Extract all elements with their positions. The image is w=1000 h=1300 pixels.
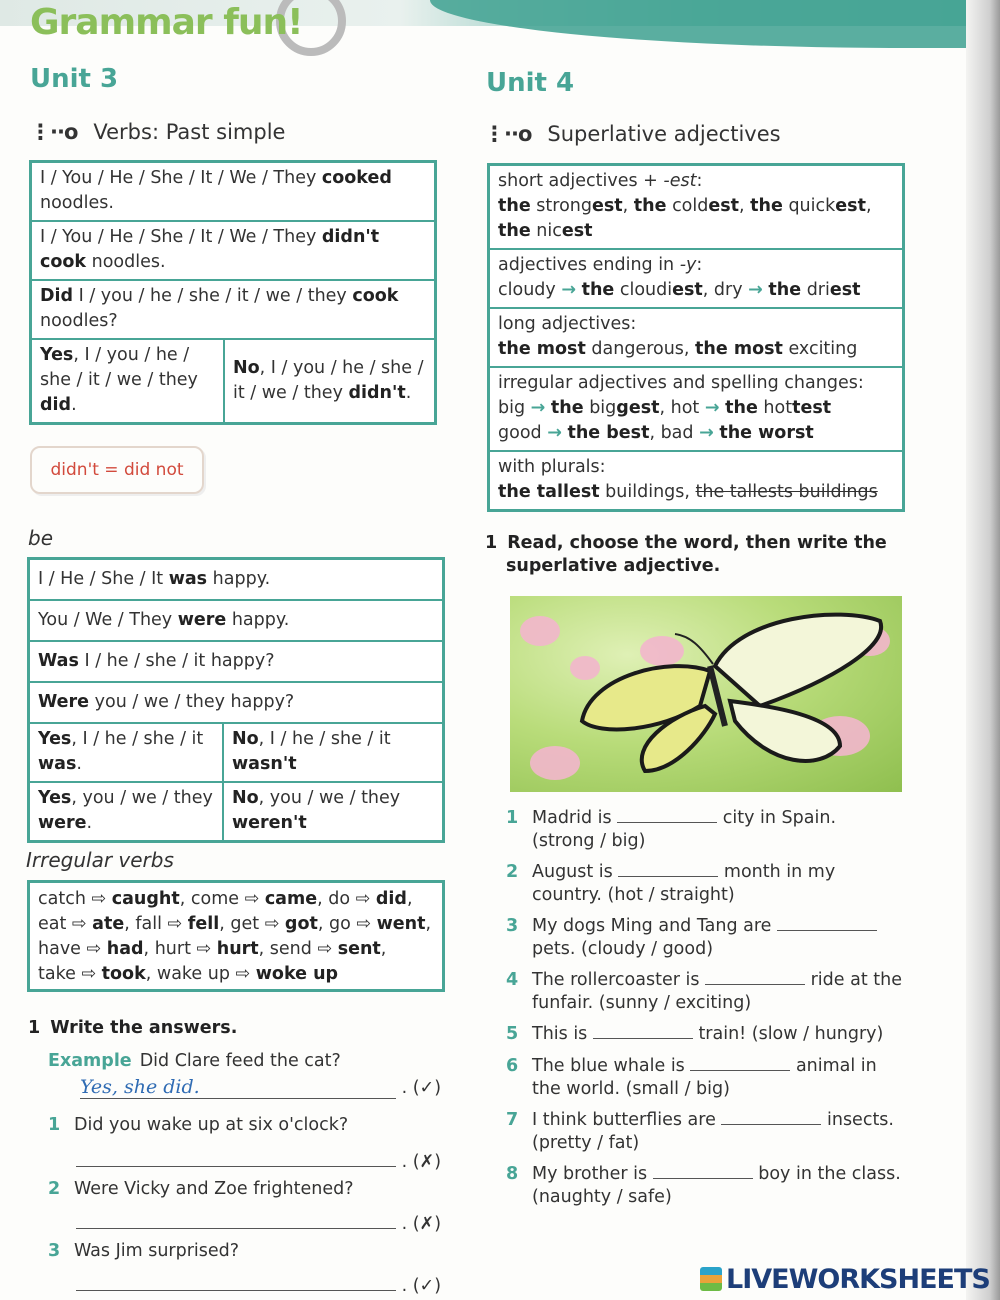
unit-3-heading: Unit 3 [30, 64, 119, 94]
table-row: long adjectives: the most dangerous, the most exciting [489, 308, 904, 367]
verb-base: catch [38, 889, 86, 909]
arrow-right-icon: ⇨ [350, 914, 377, 934]
answer-blank[interactable] [705, 968, 805, 985]
page-title: Grammar fun! [30, 2, 303, 43]
bullet-icon: ⋮··o [30, 120, 78, 144]
table-row: I / You / He / She / It / We / They didn't cook noodles. [31, 221, 436, 280]
arrow-right-icon: → [561, 280, 576, 300]
verb-base: take [38, 964, 76, 984]
exercise-item: 5 This is train! (slow / hungry) [506, 1024, 884, 1044]
verb-past: ate [92, 914, 125, 934]
superlatives-table [487, 163, 905, 512]
irregular-verbs-heading: Irregular verbs [26, 848, 174, 872]
arrow-right-icon: ⇨ [66, 914, 93, 934]
verb-past: went [376, 914, 426, 934]
arrow-right-icon: ⇨ [311, 939, 338, 959]
arrow-right-icon: ⇨ [259, 914, 285, 934]
table-cell-no: No, I / you / he / she / it / we / they didn't. [224, 339, 436, 424]
butterfly-icon [510, 596, 902, 792]
exercise-item: 7 I think butterflies are insects. (pretty / fat) [506, 1110, 894, 1153]
irregular-verbs-line: catch ⇨ caught, come ⇨ came, do ⇨ did, [38, 889, 413, 909]
answer-blank[interactable] [690, 1054, 790, 1071]
verb-past: got [284, 914, 318, 934]
arrow-right-icon: → [748, 280, 763, 300]
table-row: I / He / She / It was happy. [29, 559, 444, 601]
example-question: Example Did Clare feed the cat? [48, 1051, 341, 1071]
unit-4-heading: Unit 4 [486, 68, 575, 98]
verb-base: eat [38, 914, 67, 934]
table-cell-yes: Yes, I / you / he / she / it / we / they did. [31, 339, 225, 424]
table-row: Was I / he / she / it happy? [29, 641, 444, 682]
verb-base: have [38, 939, 81, 959]
contraction-note: didn't = did not [30, 446, 204, 494]
verb-base: send [269, 939, 312, 959]
section-superlatives: ⋮··o Superlative adjectives [484, 122, 781, 146]
table-row: Did I / you / he / she / it / we / they cook noodles? [31, 280, 436, 339]
answer-blank[interactable] [76, 1148, 396, 1167]
verb-past: came [264, 889, 318, 909]
irregular-verbs-box [27, 880, 445, 992]
past-simple-table [29, 160, 437, 425]
header-wave [430, 0, 1000, 48]
crossed-out-example: the tallests buildings [695, 482, 878, 502]
answer-blank[interactable] [617, 806, 717, 823]
table-cell-yes: Yes, you / we / they were. [29, 782, 224, 842]
verb-base: wake up [156, 964, 230, 984]
arrow-right-icon: ⇨ [350, 889, 376, 909]
verb-base: do [328, 889, 351, 909]
exercise-item: 1 Madrid is city in Spain. (strong / big) [506, 808, 837, 851]
verb-base: get [230, 914, 260, 934]
verb-past: did [375, 889, 407, 909]
answer-blank[interactable] [76, 1210, 396, 1229]
example-answer: Yes, she did. [80, 1076, 200, 1098]
section-past-simple: ⋮··o Verbs: Past simple [30, 120, 286, 144]
exercise-item: 2 August is month in my country. (hot / straight) [506, 862, 836, 905]
verb-base: come [190, 889, 240, 909]
answer-blank[interactable] [777, 914, 877, 931]
verb-past: hurt [216, 939, 259, 959]
table-row: adjectives ending in -y: cloudy → the cloudiest, dry → the driest [489, 249, 904, 308]
arrow-right-icon: ⇨ [85, 889, 112, 909]
arrow-right-icon: ⇨ [80, 939, 107, 959]
bullet-icon: ⋮··o [484, 122, 532, 146]
liveworksheets-logo-icon [700, 1267, 722, 1291]
table-row: You / We / They were happy. [29, 600, 444, 641]
page-edge-shadow [966, 0, 1000, 1300]
arrow-right-icon: ⇨ [75, 964, 102, 984]
verb-past: sent [337, 939, 381, 959]
be-heading: be [28, 526, 53, 550]
answer-blank[interactable] [653, 1162, 753, 1179]
answer-row [76, 1272, 441, 1296]
verb-base: go [328, 914, 351, 934]
arrow-right-icon: ⇨ [190, 939, 217, 959]
verb-past: woke up [255, 964, 339, 984]
tick-mark: . (✓) [401, 1276, 442, 1296]
exercise-1-left-instruction: 1 Write the answers. [28, 1018, 238, 1038]
verb-past: fell [187, 914, 220, 934]
answer-blank[interactable] [618, 860, 718, 877]
verb-base: hurt [154, 939, 191, 959]
verb-past: caught [111, 889, 180, 909]
butterfly-photo [510, 596, 902, 792]
answer-blank[interactable] [721, 1108, 821, 1125]
be-table [27, 557, 445, 843]
cross-mark: . (✗) [401, 1214, 442, 1234]
table-cell-yes: Yes, I / he / she / it was. [29, 723, 224, 782]
table-row: irregular adjectives and spelling changes: big → the biggest, hot → the hottest good → the best, bad → the worst [489, 367, 904, 451]
arrow-right-icon: ⇨ [229, 964, 256, 984]
arrow-right-icon: → [704, 398, 720, 418]
arrow-right-icon: ⇨ [161, 914, 188, 934]
table-cell-no: No, I / he / she / it wasn't [223, 723, 444, 782]
arrow-right-icon: → [699, 423, 714, 443]
verb-past: took [101, 964, 146, 984]
table-cell-no: No, you / we / they weren't [223, 782, 444, 842]
answer-blank[interactable] [76, 1272, 396, 1291]
arrow-right-icon: → [530, 398, 546, 418]
irregular-verbs-line: eat ⇨ ate, fall ⇨ fell, get ⇨ got, go ⇨ went, [38, 914, 432, 934]
answer-row [76, 1210, 441, 1234]
cross-mark: . (✗) [401, 1152, 442, 1172]
irregular-verbs-list [38, 887, 434, 987]
table-row: short adjectives + -est: the strongest, the coldest, the quickest, the nicest [489, 165, 904, 250]
exercise-item: 3 Was Jim surprised? [48, 1241, 240, 1261]
answer-blank[interactable] [593, 1022, 693, 1039]
arrow-right-icon: → [547, 423, 562, 443]
exercise-1-right-instruction: 1 Read, choose the word, then write the superlative adjective. [485, 533, 887, 576]
verb-base: fall [135, 914, 162, 934]
irregular-verbs-line: take ⇨ took, wake up ⇨ woke up [38, 964, 339, 984]
example-answer-line [80, 1076, 441, 1099]
exercise-item: 2 Were Vicky and Zoe frightened? [48, 1179, 354, 1199]
answer-row [76, 1148, 441, 1172]
table-row: I / You / He / She / It / We / They cooked noodles. [31, 162, 436, 222]
exercise-item: 4 The rollercoaster is ride at the funfair. (sunny / exciting) [506, 970, 902, 1013]
tick-mark: . (✓) [401, 1078, 442, 1098]
verb-past: had [106, 939, 144, 959]
arrow-right-icon: ⇨ [239, 889, 265, 909]
exercise-item: 8 My brother is boy in the class. (naughty / safe) [506, 1164, 901, 1207]
table-row: with plurals: the tallest buildings, the tallests buildings [489, 451, 904, 511]
irregular-verbs-line: have ⇨ had, hurt ⇨ hurt, send ⇨ sent, [38, 939, 387, 959]
exercise-item: 6 The blue whale is animal in the world. (small / big) [506, 1056, 877, 1099]
table-row: Were you / we / they happy? [29, 682, 444, 723]
exercise-item: 1 Did you wake up at six o'clock? [48, 1115, 349, 1135]
exercise-item: 3 My dogs Ming and Tang are pets. (cloudy / good) [506, 914, 877, 961]
liveworksheets-watermark: LIVEWORKSHEETS [700, 1264, 990, 1295]
